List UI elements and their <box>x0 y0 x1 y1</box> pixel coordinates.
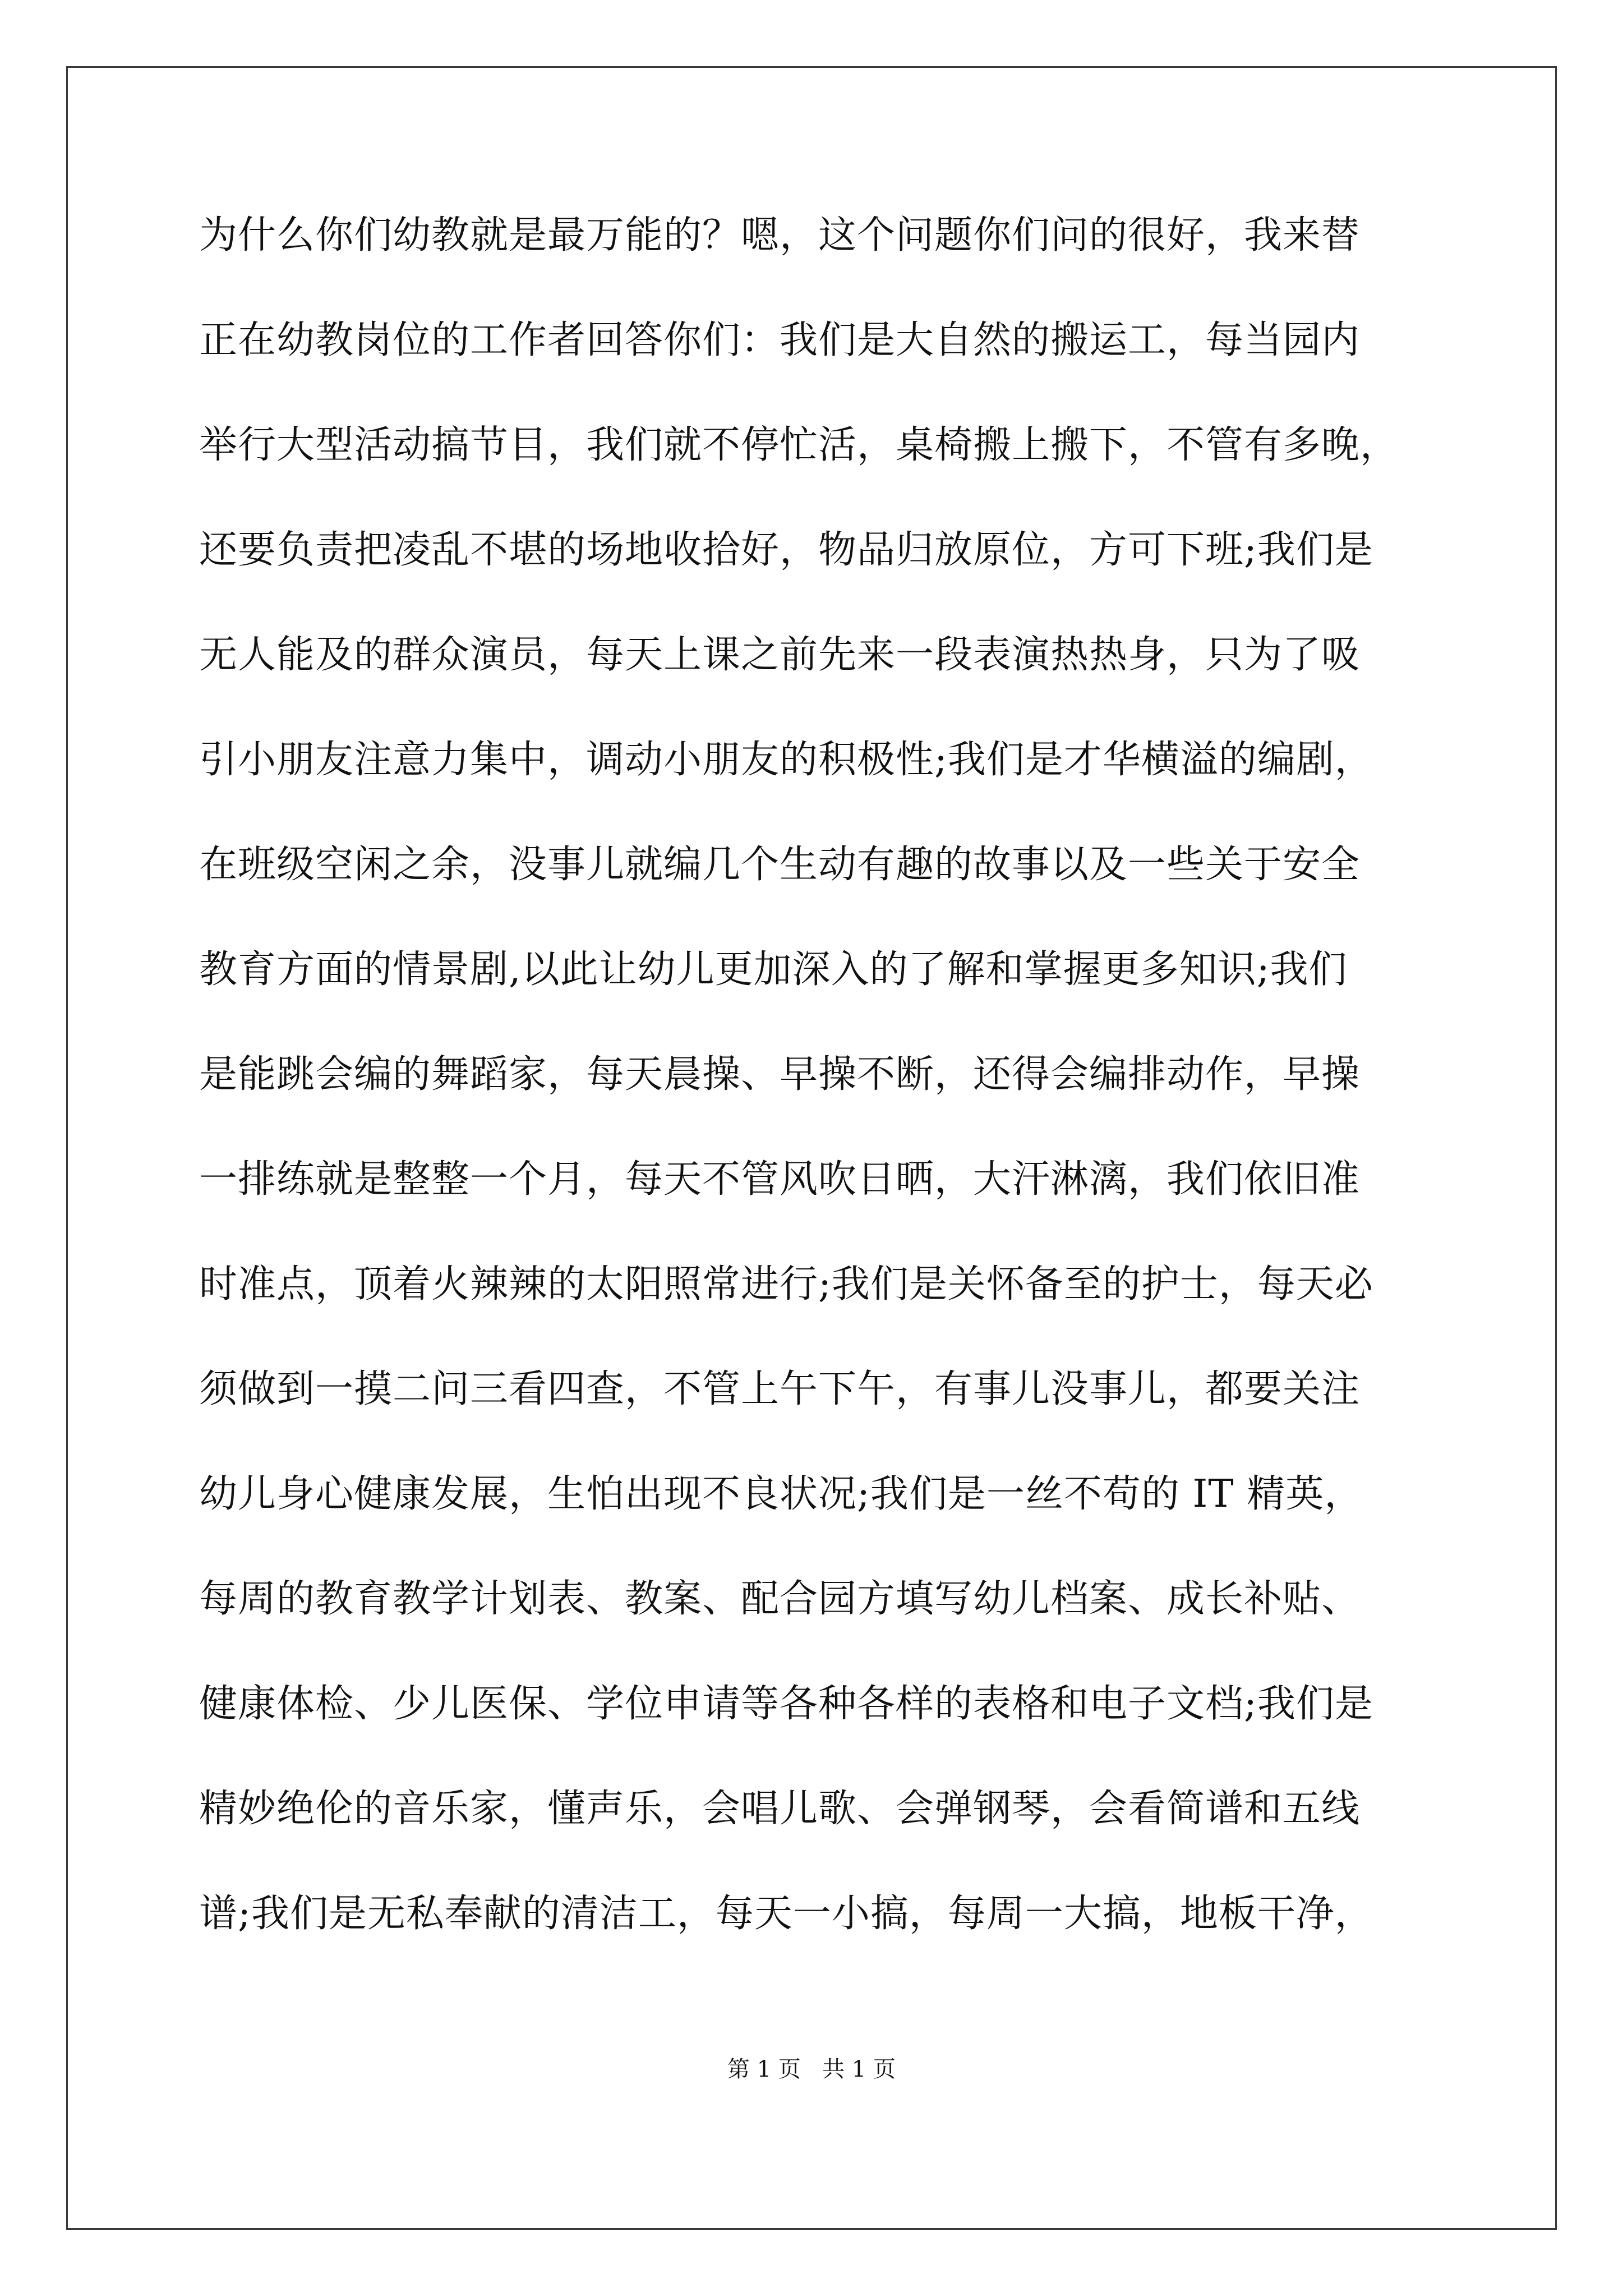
text-line: 还要负责把凌乱不堪的场地收拾好，物品归放原位，方可下班;我们是 <box>199 528 1373 572</box>
text-line: 健康体检、少儿医保、学位申请等各种各样的表格和电子文档;我们是 <box>199 1682 1373 1726</box>
text-line: 一排练就是整整一个月，每天不管风吹日晒，大汗淋漓，我们依旧准 <box>199 1157 1361 1202</box>
text-line: 正在幼教岗位的工作者回答你们：我们是大自然的搬运工，每当园内 <box>199 318 1361 362</box>
text-line: 无人能及的群众演员，每天上课之前先来一段表演热热身，只为了吸 <box>199 633 1361 677</box>
text-line: 是能跳会编的舞蹈家，每天晨操、早操不断，还得会编排动作，早操 <box>199 1052 1361 1097</box>
page-number-footer: 第 1 页 共 1 页 <box>727 2056 896 2082</box>
body-text <box>199 213 1436 2000</box>
text-line: 为什么你们幼教就是最万能的？嗯，这个问题你们问的很好，我来替 <box>199 213 1361 257</box>
text-line: 引小朋友注意力集中，调动小朋友的积极性;我们是才华横溢的编剧， <box>199 738 1373 782</box>
text-line: 幼儿身心健康发展，生怕出现不良状况;我们是一丝不苟的 IT 精英， <box>199 1472 1363 1516</box>
text-line: 举行大型活动搞节目，我们就不停忙活，桌椅搬上搬下，不管有多晚， <box>199 423 1399 467</box>
text-line: 教育方面的情景剧,以此让幼儿更加深入的了解和掌握更多知识;我们 <box>199 947 1348 992</box>
text-line: 须做到一摸二问三看四查，不管上午下午，有事儿没事儿，都要关注 <box>199 1367 1361 1411</box>
text-line: 谱;我们是无私奉献的清洁工，每天一小搞，每周一大搞，地板干净， <box>199 1892 1373 1936</box>
text-line: 精妙绝伦的音乐家，懂声乐，会唱儿歌、会弹钢琴，会看简谱和五线 <box>199 1787 1361 1831</box>
text-line: 每周的教育教学计划表、教案、配合园方填写幼儿档案、成长补贴、 <box>199 1577 1361 1621</box>
text-line: 时准点，顶着火辣辣的太阳照常进行;我们是关怀备至的护士，每天必 <box>199 1262 1373 1306</box>
text-line: 在班级空闲之余，没事儿就编几个生动有趣的故事以及一些关于安全 <box>199 843 1361 887</box>
